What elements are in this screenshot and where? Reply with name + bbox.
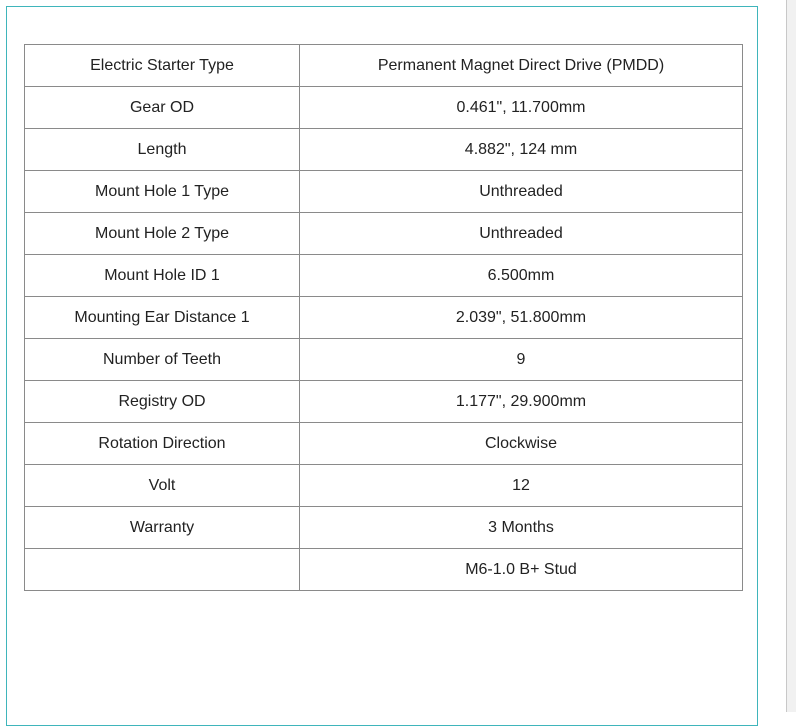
table-row <box>25 129 743 171</box>
table-row <box>25 423 743 465</box>
spec-label: Electric Starter Type <box>25 45 300 87</box>
table-row <box>25 45 743 87</box>
spec-label: Number of Teeth <box>25 339 300 381</box>
spec-value: 4.882", 124 mm <box>300 129 743 171</box>
spec-label: Rotation Direction <box>25 423 300 465</box>
spec-value: Unthreaded <box>300 213 743 255</box>
spec-value: Permanent Magnet Direct Drive (PMDD) <box>300 45 743 87</box>
spec-label <box>25 549 300 591</box>
window-edge <box>786 0 796 712</box>
spec-label: Gear OD <box>25 87 300 129</box>
spec-value: Unthreaded <box>300 171 743 213</box>
window-edge-divider <box>786 0 787 712</box>
specifications-table <box>24 44 743 591</box>
spec-value: 6.500mm <box>300 255 743 297</box>
table-row <box>25 339 743 381</box>
spec-label: Mount Hole 2 Type <box>25 213 300 255</box>
spec-label: Length <box>25 129 300 171</box>
spec-label: Registry OD <box>25 381 300 423</box>
spec-label: Mount Hole ID 1 <box>25 255 300 297</box>
table-row <box>25 87 743 129</box>
spec-value: Clockwise <box>300 423 743 465</box>
spec-label: Mount Hole 1 Type <box>25 171 300 213</box>
table-row <box>25 171 743 213</box>
table-row <box>25 213 743 255</box>
spec-value: 2.039", 51.800mm <box>300 297 743 339</box>
spec-label: Warranty <box>25 507 300 549</box>
spec-label: Mounting Ear Distance 1 <box>25 297 300 339</box>
spec-value: M6-1.0 B+ Stud <box>300 549 743 591</box>
spec-value: 0.461", 11.700mm <box>300 87 743 129</box>
table-row <box>25 549 743 591</box>
spec-label: Volt <box>25 465 300 507</box>
spec-value: 1.177", 29.900mm <box>300 381 743 423</box>
table-row <box>25 465 743 507</box>
table-row <box>25 381 743 423</box>
spec-value: 3 Months <box>300 507 743 549</box>
table-row <box>25 297 743 339</box>
spec-value: 12 <box>300 465 743 507</box>
table-row <box>25 255 743 297</box>
spec-value: 9 <box>300 339 743 381</box>
table-row <box>25 507 743 549</box>
